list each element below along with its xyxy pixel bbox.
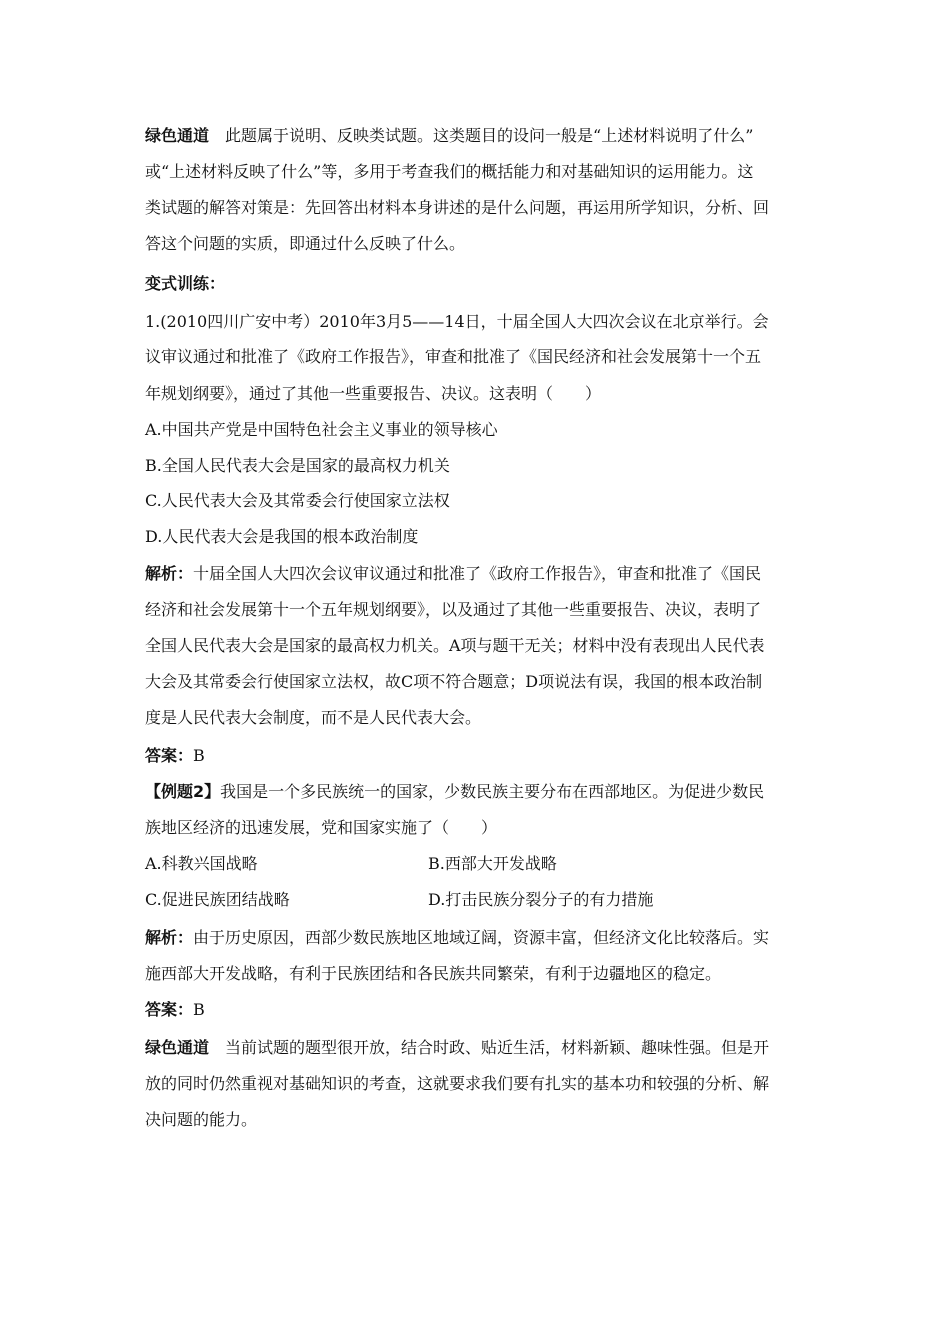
analysis-line: 经济和社会发展第十一个五年规划纲要》，以及通过了其他一些重要报告、决议，表明了 [145,600,762,619]
paragraph-line: 决问题的能力。 [145,1110,258,1129]
option-b: B.西部大开发战略 [428,854,557,873]
analysis-text: 由于历史原因，西部少数民族地区地域辽阔，资源丰富，但经济文化比较落后。实 [193,928,770,947]
option-b: B.全国人民代表大会是国家的最高权力机关 [145,456,450,475]
option-a: A.中国共产党是中国特色社会主义事业的领导核心 [145,420,498,439]
option-d: D.人民代表大会是我国的根本政治制度 [145,527,419,546]
analysis-line [145,928,810,948]
green-channel-label: 绿色通道 [145,126,210,145]
options-row [145,890,810,910]
answer-line [145,1000,810,1020]
options-row [145,854,810,874]
answer-value: B [193,1000,205,1019]
paragraph-text: 此题属于说明、反映类试题。这类题目的设问一般是“上述材料说明了什么” [225,126,754,145]
analysis-label: 解析： [145,564,194,583]
paragraph-line: 放的同时仍然重视对基础知识的考查，这就要求我们要有扎实的基本功和较强的分析、解 [145,1074,770,1093]
answer-value: B [193,746,205,765]
green-channel-label: 绿色通道 [145,1038,210,1057]
question-line: 议审议通过和批准了《政府工作报告》，审查和批准了《国民经济和社会发展第十一个五 [145,347,762,366]
example-label: 【例题2】 [145,782,221,801]
analysis-line: 施西部大开发战略，有利于民族团结和各民族共同繁荣，有利于边疆地区的稳定。 [145,964,722,983]
example-line [145,782,810,802]
analysis-line: 大会及其常委会行使国家立法权，故C项不符合题意；D项说法有误，我国的根本政治制 [145,672,763,691]
option-a: A.科教兴国战略 [145,854,258,873]
analysis-line [145,564,810,584]
analysis-line: 度是人民代表大会制度，而不是人民代表大会。 [145,708,482,727]
example-line: 族地区经济的迅速发展，党和国家实施了（ ） [145,818,498,837]
paragraph-line: 或“上述材料反映了什么”等，多用于考查我们的概括能力和对基础知识的运用能力。这 [145,162,754,181]
question-line: 年规划纲要》，通过了其他一些重要报告、决议。这表明（ ） [145,384,602,403]
answer-label: 答案： [145,1000,194,1019]
option-c: C.人民代表大会及其常委会行使国家立法权 [145,491,450,510]
paragraph-line: 答这个问题的实质，即通过什么反映了什么。 [145,234,466,253]
analysis-label: 解析： [145,928,194,947]
paragraph-line: 类试题的解答对策是：先回答出材料本身讲述的是什么问题，再运用所学知识，分析、回 [145,198,770,217]
green-channel-line [145,126,810,146]
example-text: 我国是一个多民族统一的国家，少数民族主要分布在西部地区。为促进少数民 [220,782,765,801]
paragraph-text: 当前试题的题型很开放，结合时政、贴近生活，材料新颖、趣味性强。但是开 [225,1038,770,1057]
question-line: 1.(2010四川广安中考）2010年3月5——14日，十届全国人大四次会议在北京举行。会 [145,312,769,331]
analysis-text: 十届全国人大四次会议审议通过和批准了《政府工作报告》，审查和批准了《国民 [193,564,762,583]
green-channel-line [145,1038,810,1058]
analysis-line: 全国人民代表大会是国家的最高权力机关。A项与题干无关；材料中没有表现出人民代表 [145,636,765,655]
answer-line [145,746,810,766]
option-d: D.打击民族分裂分子的有力措施 [428,890,654,909]
practice-heading: 变式训练： [145,274,226,293]
option-c: C.促进民族团结战略 [145,890,290,909]
answer-label: 答案： [145,746,194,765]
